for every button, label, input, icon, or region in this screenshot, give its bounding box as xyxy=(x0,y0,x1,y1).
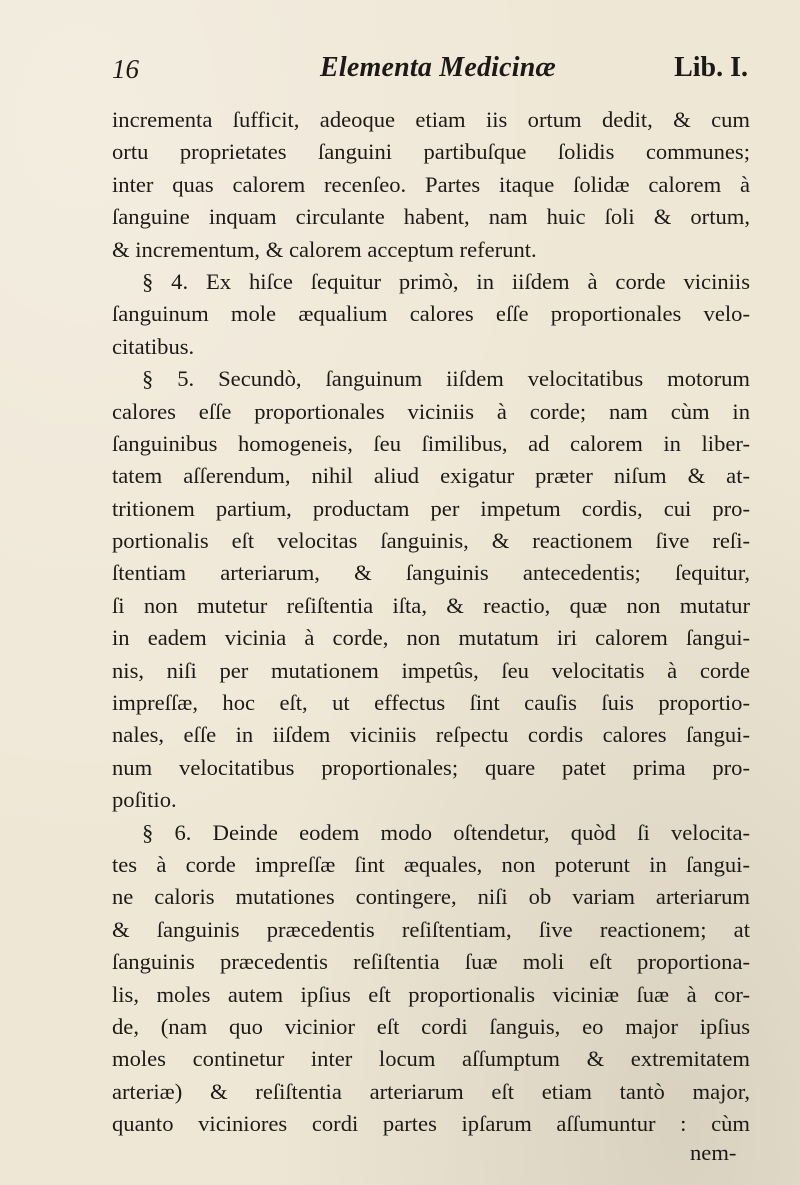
text-line: tatem aſſerendum, nihil aliud exigatur præter niſum & at- xyxy=(112,463,750,489)
text-line: tes à corde impreſſæ ſint æquales, non poterunt in ſangui- xyxy=(112,851,750,877)
paragraph-4-start: § 4. Ex hiſce ſequitur primò, in iiſdem à corde viciniis xyxy=(142,268,750,294)
text-line: poſitio. xyxy=(112,787,177,813)
text-line: calores eſſe proportionales viciniis à corde; nam cùm in xyxy=(112,398,750,424)
running-head xyxy=(112,50,748,96)
text-line: impreſſæ, hoc eſt, ut effectus ſint cauſis ſuis proportio- xyxy=(112,690,750,716)
text-line: & ſanguinis præcedentis reſiſtentiam, ſive reactionem; at xyxy=(112,916,750,942)
text-line: nales, eſſe in iiſdem viciniis reſpectu cordis calores ſangui- xyxy=(112,722,750,748)
page-number: 16 xyxy=(112,54,139,84)
text-line: portionalis eſt velocitas ſanguinis, & reactionem ſive reſi- xyxy=(112,528,750,554)
text-line: ſanguinibus homogeneis, ſeu ſimilibus, ad calorem in liber- xyxy=(112,430,750,456)
text-line: ortu proprietates ſanguini partibuſque ſolidis communes; xyxy=(112,139,750,165)
text-line: citatibus. xyxy=(112,333,195,359)
text-line: ſi non mutetur reſiſtentia iſta, & reactio, quæ non mutatur xyxy=(112,592,750,618)
paragraph-6-start: § 6. Deinde eodem modo oſtendetur, quòd ſi velocita- xyxy=(142,819,750,845)
text-line: ne caloris mutationes contingere, niſi ob variam arteriarum xyxy=(112,884,750,910)
text-line: inter quas calorem recenſeo. Partes itaque ſolidæ calorem à xyxy=(112,171,750,197)
text-line: tritionem partium, productam per impetum cordis, cui pro- xyxy=(112,495,750,521)
running-title: Elementa Medicinæ xyxy=(320,52,556,83)
text-line: in eadem vicinia à corde, non mutatum iri calorem ſangui- xyxy=(112,625,750,651)
body-text xyxy=(112,104,750,1141)
text-line: moles continetur inter locum aſſumptum & extremitatem xyxy=(112,1046,750,1072)
text-line: de, (nam quo vicinior eſt cordi ſanguis, eo major ipſius xyxy=(112,1013,750,1039)
book-label: Lib. I. xyxy=(674,52,748,83)
text-line: nis, niſi per mutationem impetûs, ſeu velocitatis à corde xyxy=(112,657,750,683)
text-line: quanto viciniores cordi partes ipſarum aſſumuntur : cùm xyxy=(112,1111,750,1137)
text-line: ſtentiam arteriarum, & ſanguinis antecedentis; ſequitur, xyxy=(112,560,750,586)
catchword: nem- xyxy=(690,1140,737,1165)
text-line: ſanguinum mole æqualium calores eſſe proportionales velo- xyxy=(112,301,750,327)
text-line: arteriæ) & reſiſtentia arteriarum eſt etiam tantò major, xyxy=(112,1078,750,1104)
text-line: lis, moles autem ipſius eſt proportionalis viciniæ ſuæ à cor- xyxy=(112,981,750,1007)
text-line: ſanguinis præcedentis reſiſtentia ſuæ moli eſt proportiona- xyxy=(112,949,750,975)
paragraph-5-start: § 5. Secundò, ſanguinum iiſdem velocitatibus motorum xyxy=(142,366,750,392)
text-line: incrementa ſufficit, adeoque etiam iis ortum dedit, & cum xyxy=(112,107,750,132)
text-line: ſanguine inquam circulante habent, nam huic ſoli & ortum, xyxy=(112,204,750,230)
text-line: & incrementum, & calorem acceptum referunt. xyxy=(112,236,537,262)
text-line: num velocitatibus proportionales; quare patet prima pro- xyxy=(112,754,750,780)
